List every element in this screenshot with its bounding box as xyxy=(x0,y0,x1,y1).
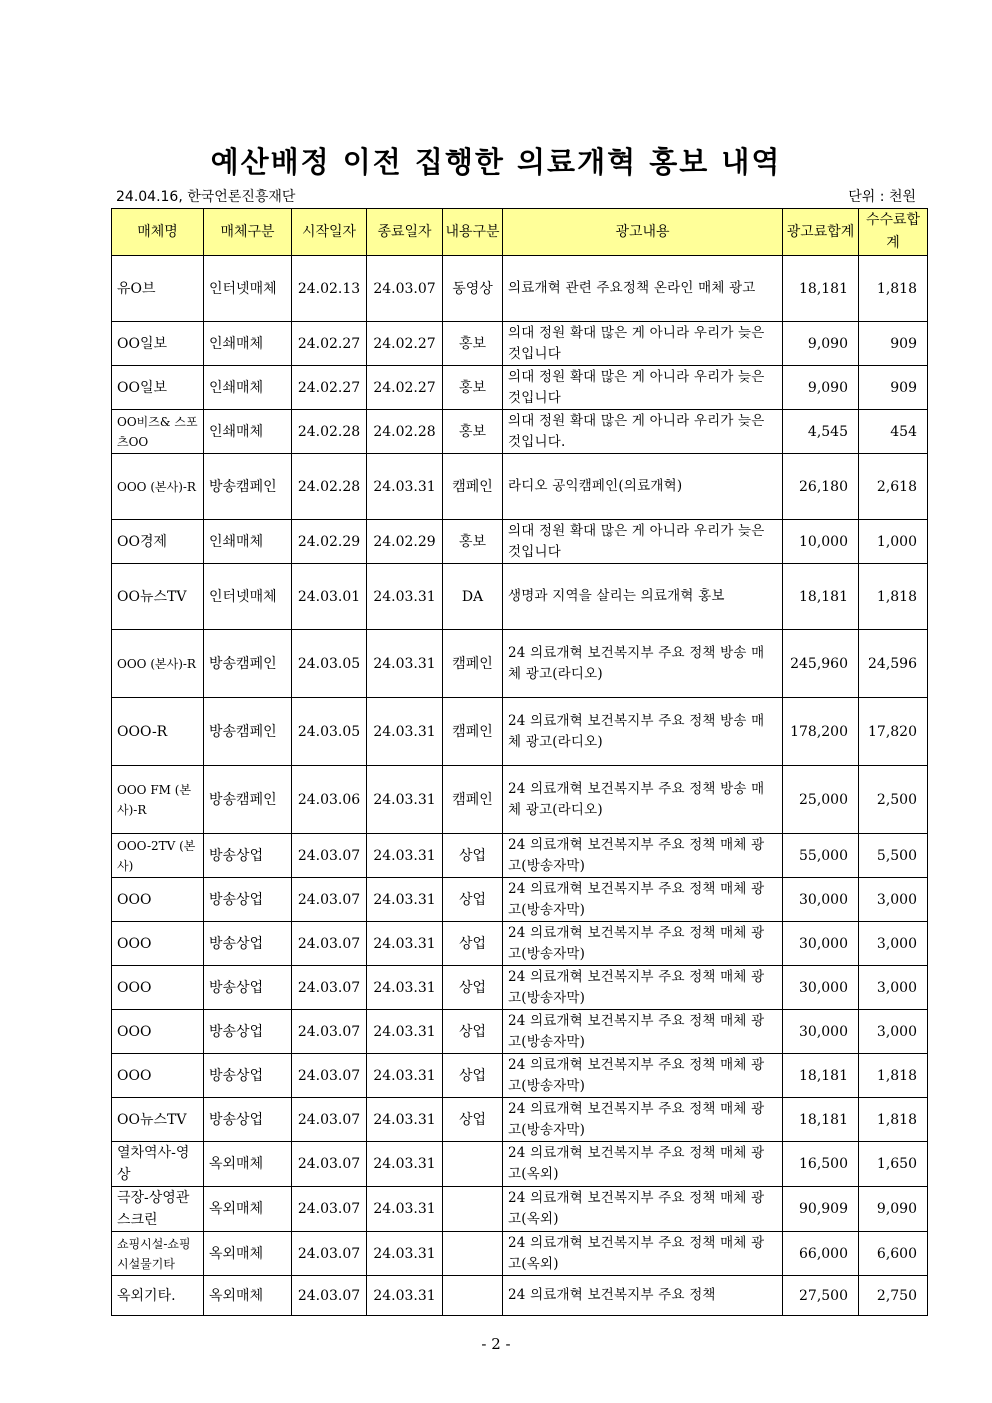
cell-content: 의료개혁 관련 주요정책 온라인 매체 광고 xyxy=(503,256,783,322)
cell-fee: 25,000 xyxy=(783,766,859,834)
cell-content: 24 의료개혁 보건복지부 주요 정책 매체 광고(방송자막) xyxy=(503,966,783,1010)
cell-type: 인터넷매체 xyxy=(204,256,292,322)
cell-category: 동영상 xyxy=(443,256,503,322)
cell-start-date: 24.03.07 xyxy=(292,966,367,1010)
cell-fee: 18,181 xyxy=(783,1098,859,1142)
cell-category: 캠페인 xyxy=(443,766,503,834)
cell-fee: 18,181 xyxy=(783,1054,859,1098)
cell-start-date: 24.03.07 xyxy=(292,1276,367,1316)
cell-commission: 1,818 xyxy=(859,1098,928,1142)
cell-category: 상업 xyxy=(443,834,503,878)
cell-media: OOO (본사)-R xyxy=(112,630,204,698)
cell-type: 방송상업 xyxy=(204,878,292,922)
cell-end-date: 24.02.29 xyxy=(367,520,443,564)
cell-start-date: 24.03.07 xyxy=(292,922,367,966)
table-row xyxy=(112,1098,928,1142)
cell-commission: 3,000 xyxy=(859,966,928,1010)
cell-media: OOO xyxy=(112,966,204,1010)
cell-fee: 16,500 xyxy=(783,1142,859,1187)
cell-start-date: 24.03.06 xyxy=(292,766,367,834)
cell-type: 방송캠페인 xyxy=(204,454,292,520)
cell-category: DA xyxy=(443,564,503,630)
header-category: 내용구분 xyxy=(443,209,503,256)
cell-media: 옥외기타. xyxy=(112,1276,204,1316)
cell-commission: 24,596 xyxy=(859,630,928,698)
cell-content: 24 의료개혁 보건복지부 주요 정책 xyxy=(503,1276,783,1316)
cell-type: 방송상업 xyxy=(204,922,292,966)
cell-category: 상업 xyxy=(443,1054,503,1098)
cell-fee: 9,090 xyxy=(783,322,859,366)
cell-start-date: 24.03.05 xyxy=(292,630,367,698)
cell-media: OOO FM (본사)-R xyxy=(112,766,204,834)
header-content: 광고내용 xyxy=(503,209,783,256)
table-row xyxy=(112,1232,928,1276)
table-row xyxy=(112,1187,928,1232)
cell-content: 24 의료개혁 보건복지부 주요 정책 매체 광고(방송자막) xyxy=(503,1098,783,1142)
cell-type: 옥외매체 xyxy=(204,1187,292,1232)
cell-media: OOO-R xyxy=(112,698,204,766)
table-row xyxy=(112,366,928,410)
cell-fee: 245,960 xyxy=(783,630,859,698)
cell-content: 24 의료개혁 보건복지부 주요 정책 매체 광고(방송자막) xyxy=(503,1010,783,1054)
cell-media: 극장-상영관스크린 xyxy=(112,1187,204,1232)
table-row xyxy=(112,698,928,766)
cell-fee: 9,090 xyxy=(783,366,859,410)
table-row xyxy=(112,410,928,454)
table-header-row xyxy=(112,209,928,256)
cell-fee: 30,000 xyxy=(783,966,859,1010)
cell-commission: 1,818 xyxy=(859,256,928,322)
cell-type: 옥외매체 xyxy=(204,1232,292,1276)
cell-media: OOO xyxy=(112,878,204,922)
cell-type: 방송상업 xyxy=(204,966,292,1010)
cell-media: OO경제 xyxy=(112,520,204,564)
cell-category: 상업 xyxy=(443,1098,503,1142)
cell-media: OOO xyxy=(112,1054,204,1098)
cell-content: 24 의료개혁 보건복지부 주요 정책 매체 광고(방송자막) xyxy=(503,1054,783,1098)
cell-end-date: 24.03.31 xyxy=(367,1054,443,1098)
table-row xyxy=(112,520,928,564)
cell-fee: 26,180 xyxy=(783,454,859,520)
cell-type: 인쇄매체 xyxy=(204,322,292,366)
cell-category xyxy=(443,1232,503,1276)
cell-start-date: 24.02.27 xyxy=(292,366,367,410)
cell-type: 방송캠페인 xyxy=(204,630,292,698)
cell-start-date: 24.03.07 xyxy=(292,834,367,878)
cell-start-date: 24.03.07 xyxy=(292,1187,367,1232)
date-source: 24.04.16, 한국언론진흥재단 xyxy=(116,189,296,205)
cell-fee: 55,000 xyxy=(783,834,859,878)
table-row xyxy=(112,1142,928,1187)
cell-end-date: 24.03.31 xyxy=(367,966,443,1010)
cell-media: OO뉴스TV xyxy=(112,564,204,630)
cell-media: 쇼핑시설-쇼핑시설물기타 xyxy=(112,1232,204,1276)
table-row xyxy=(112,564,928,630)
cell-media: OO뉴스TV xyxy=(112,1098,204,1142)
document-title: 예산배정 이전 집행한 의료개혁 홍보 내역 xyxy=(210,145,782,179)
cell-end-date: 24.02.28 xyxy=(367,410,443,454)
cell-type: 인터넷매체 xyxy=(204,564,292,630)
cell-content: 24 의료개혁 보건복지부 주요 정책 매체 광고(방송자막) xyxy=(503,834,783,878)
cell-media: OOO xyxy=(112,1010,204,1054)
cell-start-date: 24.02.28 xyxy=(292,454,367,520)
cell-start-date: 24.03.01 xyxy=(292,564,367,630)
cell-fee: 30,000 xyxy=(783,878,859,922)
cell-end-date: 24.03.31 xyxy=(367,564,443,630)
cell-media: OO비즈& 스포츠OO xyxy=(112,410,204,454)
header-commission: 수수료합계 xyxy=(859,209,928,256)
cell-type: 인쇄매체 xyxy=(204,410,292,454)
cell-category: 홍보 xyxy=(443,410,503,454)
cell-content: 의대 정원 확대 많은 게 아니라 우리가 늦은 것입니다 xyxy=(503,520,783,564)
cell-end-date: 24.03.31 xyxy=(367,630,443,698)
table-row xyxy=(112,322,928,366)
cell-type: 방송캠페인 xyxy=(204,698,292,766)
cell-type: 인쇄매체 xyxy=(204,520,292,564)
cell-media: OOO xyxy=(112,922,204,966)
table-row xyxy=(112,454,928,520)
cell-category: 캠페인 xyxy=(443,630,503,698)
cell-commission: 17,820 xyxy=(859,698,928,766)
cell-end-date: 24.03.31 xyxy=(367,766,443,834)
table-row xyxy=(112,922,928,966)
table-row xyxy=(112,1054,928,1098)
cell-commission: 3,000 xyxy=(859,878,928,922)
cell-category: 홍보 xyxy=(443,520,503,564)
header-start: 시작일자 xyxy=(292,209,367,256)
cell-commission: 2,618 xyxy=(859,454,928,520)
table-row xyxy=(112,1276,928,1316)
cell-content: 24 의료개혁 보건복지부 주요 정책 방송 매체 광고(라디오) xyxy=(503,698,783,766)
header-type: 매체구분 xyxy=(204,209,292,256)
cell-commission: 909 xyxy=(859,366,928,410)
cell-commission: 3,000 xyxy=(859,1010,928,1054)
cell-content: 24 의료개혁 보건복지부 주요 정책 매체 광고(방송자막) xyxy=(503,878,783,922)
cell-type: 옥외매체 xyxy=(204,1142,292,1187)
cell-fee: 30,000 xyxy=(783,922,859,966)
cell-content: 생명과 지역을 살리는 의료개혁 홍보 xyxy=(503,564,783,630)
cell-content: 24 의료개혁 보건복지부 주요 정책 매체 광고(옥외) xyxy=(503,1187,783,1232)
cell-end-date: 24.03.31 xyxy=(367,454,443,520)
cell-end-date: 24.03.31 xyxy=(367,834,443,878)
cell-content: 의대 정원 확대 많은 게 아니라 우리가 늦은 것입니다 xyxy=(503,366,783,410)
unit-label: 단위 : 천원 xyxy=(848,189,916,205)
cell-end-date: 24.03.31 xyxy=(367,1187,443,1232)
cell-start-date: 24.03.07 xyxy=(292,878,367,922)
table-row xyxy=(112,256,928,322)
cell-fee: 90,909 xyxy=(783,1187,859,1232)
cell-end-date: 24.03.31 xyxy=(367,1010,443,1054)
cell-content: 의대 정원 확대 많은 게 아니라 우리가 늦은 것입니다. xyxy=(503,410,783,454)
cell-end-date: 24.02.27 xyxy=(367,322,443,366)
cell-start-date: 24.02.29 xyxy=(292,520,367,564)
cell-end-date: 24.03.31 xyxy=(367,1276,443,1316)
cell-commission: 5,500 xyxy=(859,834,928,878)
header-fee: 광고료합계 xyxy=(783,209,859,256)
cell-commission: 2,750 xyxy=(859,1276,928,1316)
cell-end-date: 24.03.31 xyxy=(367,922,443,966)
table-row xyxy=(112,1010,928,1054)
cell-end-date: 24.03.31 xyxy=(367,878,443,922)
cell-start-date: 24.02.28 xyxy=(292,410,367,454)
cell-fee: 18,181 xyxy=(783,564,859,630)
cell-category xyxy=(443,1142,503,1187)
cell-end-date: 24.03.07 xyxy=(367,256,443,322)
cell-category: 상업 xyxy=(443,1010,503,1054)
cell-type: 방송상업 xyxy=(204,1054,292,1098)
cell-fee: 178,200 xyxy=(783,698,859,766)
table-row xyxy=(112,766,928,834)
cell-start-date: 24.03.07 xyxy=(292,1010,367,1054)
header-media: 매체명 xyxy=(112,209,204,256)
cell-category: 상업 xyxy=(443,922,503,966)
cell-start-date: 24.03.07 xyxy=(292,1054,367,1098)
cell-media: 열차역사-영상 xyxy=(112,1142,204,1187)
cell-category: 상업 xyxy=(443,878,503,922)
table-row xyxy=(112,630,928,698)
cell-start-date: 24.03.07 xyxy=(292,1098,367,1142)
cell-fee: 30,000 xyxy=(783,1010,859,1054)
cell-media: 유O브 xyxy=(112,256,204,322)
cell-category: 홍보 xyxy=(443,322,503,366)
cell-start-date: 24.02.13 xyxy=(292,256,367,322)
cell-content: 24 의료개혁 보건복지부 주요 정책 방송 매체 광고(라디오) xyxy=(503,766,783,834)
cell-content: 24 의료개혁 보건복지부 주요 정책 방송 매체 광고(라디오) xyxy=(503,630,783,698)
cell-fee: 66,000 xyxy=(783,1232,859,1276)
cell-commission: 454 xyxy=(859,410,928,454)
cell-category: 상업 xyxy=(443,966,503,1010)
cell-type: 인쇄매체 xyxy=(204,366,292,410)
cell-end-date: 24.03.31 xyxy=(367,1232,443,1276)
cell-start-date: 24.03.07 xyxy=(292,1142,367,1187)
cell-category xyxy=(443,1187,503,1232)
cell-category: 홍보 xyxy=(443,366,503,410)
table-row xyxy=(112,878,928,922)
table-row xyxy=(112,966,928,1010)
cell-type: 방송캠페인 xyxy=(204,766,292,834)
ad-table xyxy=(111,208,928,1316)
cell-media: OO일보 xyxy=(112,366,204,410)
cell-commission: 1,650 xyxy=(859,1142,928,1187)
cell-end-date: 24.03.31 xyxy=(367,698,443,766)
cell-media: OOO (본사)-R xyxy=(112,454,204,520)
cell-content: 24 의료개혁 보건복지부 주요 정책 매체 광고(옥외) xyxy=(503,1142,783,1187)
cell-category xyxy=(443,1276,503,1316)
cell-fee: 18,181 xyxy=(783,256,859,322)
cell-start-date: 24.03.05 xyxy=(292,698,367,766)
cell-commission: 1,000 xyxy=(859,520,928,564)
cell-end-date: 24.02.27 xyxy=(367,366,443,410)
cell-commission: 1,818 xyxy=(859,564,928,630)
cell-fee: 27,500 xyxy=(783,1276,859,1316)
cell-content: 24 의료개혁 보건복지부 주요 정책 매체 광고(방송자막) xyxy=(503,922,783,966)
cell-start-date: 24.02.27 xyxy=(292,322,367,366)
cell-content: 라디오 공익캠페인(의료개혁) xyxy=(503,454,783,520)
cell-commission: 1,818 xyxy=(859,1054,928,1098)
cell-fee: 10,000 xyxy=(783,520,859,564)
cell-content: 24 의료개혁 보건복지부 주요 정책 매체 광고(옥외) xyxy=(503,1232,783,1276)
cell-commission: 909 xyxy=(859,322,928,366)
cell-media: OO일보 xyxy=(112,322,204,366)
header-end: 종료일자 xyxy=(367,209,443,256)
cell-type: 방송상업 xyxy=(204,834,292,878)
cell-commission: 9,090 xyxy=(859,1187,928,1232)
cell-type: 방송상업 xyxy=(204,1010,292,1054)
cell-commission: 2,500 xyxy=(859,766,928,834)
cell-category: 캠페인 xyxy=(443,698,503,766)
table-row xyxy=(112,834,928,878)
table-body xyxy=(112,256,928,1316)
cell-commission: 6,600 xyxy=(859,1232,928,1276)
cell-type: 옥외매체 xyxy=(204,1276,292,1316)
cell-end-date: 24.03.31 xyxy=(367,1098,443,1142)
cell-fee: 4,545 xyxy=(783,410,859,454)
cell-media: OOO-2TV (본사) xyxy=(112,834,204,878)
cell-start-date: 24.03.07 xyxy=(292,1232,367,1276)
cell-type: 방송상업 xyxy=(204,1098,292,1142)
cell-end-date: 24.03.31 xyxy=(367,1142,443,1187)
cell-commission: 3,000 xyxy=(859,922,928,966)
cell-category: 캠페인 xyxy=(443,454,503,520)
page-number: - 2 - xyxy=(481,1335,511,1353)
cell-content: 의대 정원 확대 많은 게 아니라 우리가 늦은 것입니다 xyxy=(503,322,783,366)
